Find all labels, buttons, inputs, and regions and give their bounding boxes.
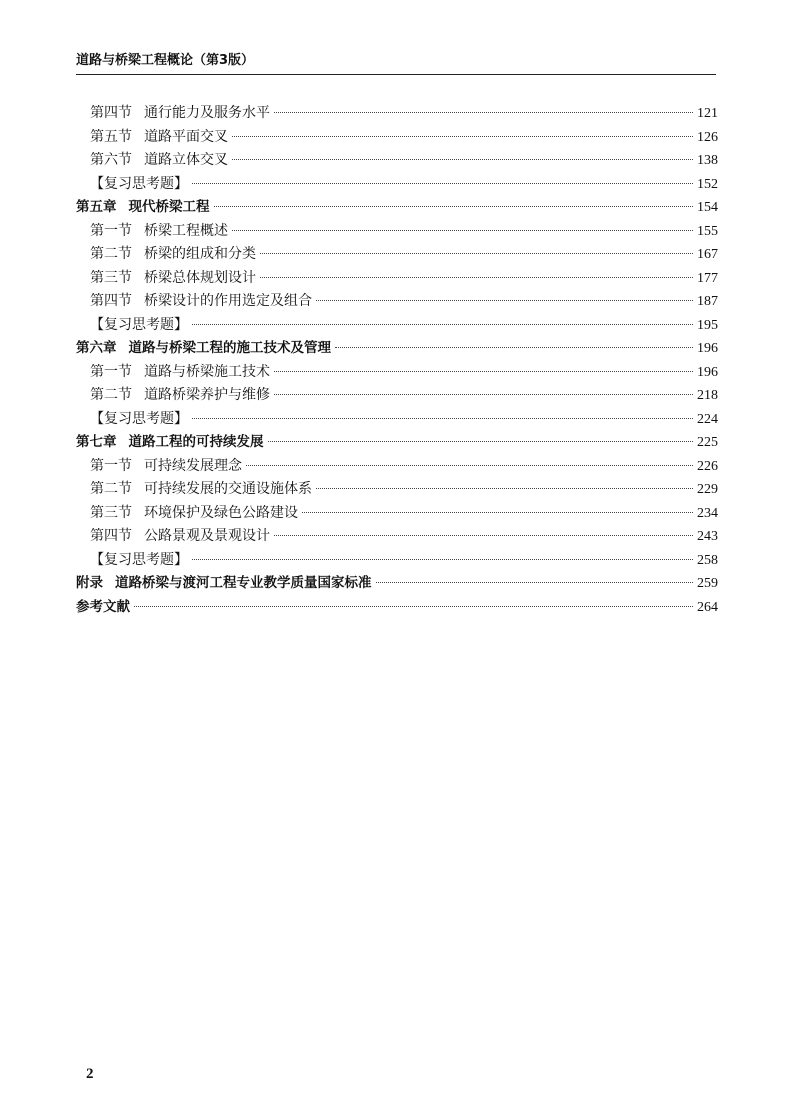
toc-entry-title: 参考文献 bbox=[76, 598, 130, 615]
dot-leader bbox=[268, 441, 694, 442]
toc-entry-title: 桥梁总体规划设计 bbox=[144, 269, 256, 286]
toc-entry-title: 现代桥梁工程 bbox=[128, 199, 210, 215]
toc-entry-page: 177 bbox=[697, 270, 718, 286]
toc-entry-number: 第四节 bbox=[90, 105, 132, 121]
toc-entry[interactable] bbox=[76, 572, 718, 596]
toc-entry-page: 154 bbox=[697, 200, 718, 215]
toc-entry-page: 224 bbox=[697, 411, 718, 427]
toc-entry-title: 通行能力及服务水平 bbox=[144, 105, 270, 121]
toc-entry-number: 第六节 bbox=[90, 152, 132, 168]
toc-entry-number: 第一节 bbox=[90, 457, 132, 474]
dot-leader bbox=[192, 324, 693, 325]
toc-entry-number: 第七章 bbox=[76, 434, 117, 450]
toc-entry-title: 环境保护及绿色公路建设 bbox=[144, 504, 298, 521]
toc-entry-number: 第一节 bbox=[90, 363, 132, 380]
toc-entry-number: 第五节 bbox=[90, 128, 132, 145]
toc-entry-title: 【复习思考题】 bbox=[90, 410, 188, 427]
toc-entry-title: 道路桥梁养护与维修 bbox=[144, 387, 270, 403]
toc-entry-page: 121 bbox=[697, 106, 718, 121]
toc-entry-title: 可持续发展的交通设施体系 bbox=[144, 481, 312, 497]
toc-entry-title: 道路平面交叉 bbox=[144, 128, 228, 145]
toc-entry-page: 234 bbox=[697, 505, 718, 521]
toc-entry[interactable] bbox=[76, 243, 718, 267]
toc-entry-title: 道路立体交叉 bbox=[144, 152, 228, 168]
dot-leader bbox=[246, 465, 693, 466]
toc-entry-title: 可持续发展理念 bbox=[144, 457, 242, 474]
toc-entry-title: 桥梁设计的作用选定及组合 bbox=[144, 293, 312, 309]
running-header bbox=[76, 52, 716, 75]
toc-entry-title: 道路桥梁与渡河工程专业教学质量国家标准 bbox=[115, 575, 372, 591]
dot-leader bbox=[260, 253, 693, 254]
dot-leader bbox=[274, 535, 693, 536]
toc-entry[interactable] bbox=[76, 502, 718, 526]
toc-entry-title: 道路与桥梁工程的施工技术及管理 bbox=[128, 340, 331, 356]
dot-leader bbox=[134, 606, 693, 607]
toc-entry-title: 【复习思考题】 bbox=[90, 175, 188, 192]
dot-leader bbox=[192, 418, 693, 419]
toc-entry-number: 第六章 bbox=[76, 340, 117, 356]
toc-entry-page: 258 bbox=[697, 552, 718, 568]
toc-entry[interactable] bbox=[76, 431, 718, 455]
toc-entry-title: 桥梁工程概述 bbox=[144, 222, 228, 239]
toc-entry-title: 道路工程的可持续发展 bbox=[128, 434, 264, 450]
dot-leader bbox=[260, 277, 693, 278]
dot-leader bbox=[274, 394, 693, 395]
toc-entry-page: 187 bbox=[697, 294, 718, 309]
toc-entry[interactable] bbox=[76, 361, 718, 385]
toc-entry-page: 229 bbox=[697, 482, 718, 497]
toc-entry-title: 桥梁的组成和分类 bbox=[144, 246, 256, 262]
dot-leader bbox=[302, 512, 693, 513]
toc-entry[interactable] bbox=[76, 384, 718, 408]
dot-leader bbox=[232, 136, 693, 137]
toc-entry-page: 225 bbox=[697, 435, 718, 450]
toc-entry[interactable] bbox=[76, 525, 718, 549]
toc-entry-page: 218 bbox=[697, 388, 718, 403]
toc-entry-number: 第二节 bbox=[90, 246, 132, 262]
toc-entry[interactable] bbox=[76, 220, 718, 244]
toc-entry[interactable] bbox=[76, 314, 718, 338]
toc-entry-number: 附录 bbox=[76, 575, 103, 591]
toc-entry-number: 第四节 bbox=[90, 293, 132, 309]
dot-leader bbox=[376, 582, 694, 583]
toc-entry-page: 243 bbox=[697, 529, 718, 544]
toc-entry[interactable] bbox=[76, 549, 718, 573]
toc-entry-number: 第一节 bbox=[90, 222, 132, 239]
dot-leader bbox=[274, 371, 693, 372]
toc-entry-title: 公路景观及景观设计 bbox=[144, 528, 270, 544]
toc-entry-page: 196 bbox=[697, 341, 718, 356]
toc-entry-page: 259 bbox=[697, 576, 718, 591]
toc-entry-number: 第二节 bbox=[90, 387, 132, 403]
toc-entry[interactable] bbox=[76, 149, 718, 173]
toc-entry[interactable] bbox=[76, 337, 718, 361]
toc-entry[interactable] bbox=[76, 290, 718, 314]
toc-entry-page: 264 bbox=[697, 599, 718, 615]
toc-entry-page: 226 bbox=[697, 458, 718, 474]
table-of-contents bbox=[76, 102, 718, 619]
toc-entry-page: 155 bbox=[697, 223, 718, 239]
toc-entry[interactable] bbox=[76, 196, 718, 220]
dot-leader bbox=[316, 300, 693, 301]
dot-leader bbox=[232, 230, 693, 231]
toc-entry[interactable] bbox=[76, 408, 718, 432]
dot-leader bbox=[274, 112, 693, 113]
toc-entry-page: 138 bbox=[697, 153, 718, 168]
dot-leader bbox=[192, 559, 693, 560]
toc-entry-number: 第五章 bbox=[76, 199, 117, 215]
toc-entry[interactable] bbox=[76, 102, 718, 126]
toc-entry-page: 195 bbox=[697, 317, 718, 333]
toc-entry-number: 第四节 bbox=[90, 528, 132, 544]
toc-entry-page: 152 bbox=[697, 176, 718, 192]
toc-entry-number: 第三节 bbox=[90, 269, 132, 286]
toc-entry[interactable] bbox=[76, 267, 718, 291]
toc-entry[interactable] bbox=[76, 478, 718, 502]
toc-entry-title: 【复习思考题】 bbox=[90, 316, 188, 333]
toc-entry-page: 167 bbox=[697, 247, 718, 262]
book-title: 道路与桥梁工程概论（第3版） bbox=[76, 53, 255, 68]
dot-leader bbox=[192, 183, 693, 184]
toc-entry-title: 道路与桥梁施工技术 bbox=[144, 363, 270, 380]
toc-entry-number: 第二节 bbox=[90, 481, 132, 497]
dot-leader bbox=[214, 206, 694, 207]
toc-entry[interactable] bbox=[76, 596, 718, 620]
toc-entry-page: 126 bbox=[697, 129, 718, 145]
toc-entry[interactable] bbox=[76, 455, 718, 479]
toc-entry-title: 【复习思考题】 bbox=[90, 551, 188, 568]
toc-entry[interactable] bbox=[76, 173, 718, 197]
dot-leader bbox=[232, 159, 693, 160]
page-number: 2 bbox=[86, 1066, 94, 1082]
dot-leader bbox=[316, 488, 693, 489]
toc-entry-number: 第三节 bbox=[90, 504, 132, 521]
toc-entry[interactable] bbox=[76, 126, 718, 150]
dot-leader bbox=[335, 347, 693, 348]
toc-entry-page: 196 bbox=[697, 364, 718, 380]
